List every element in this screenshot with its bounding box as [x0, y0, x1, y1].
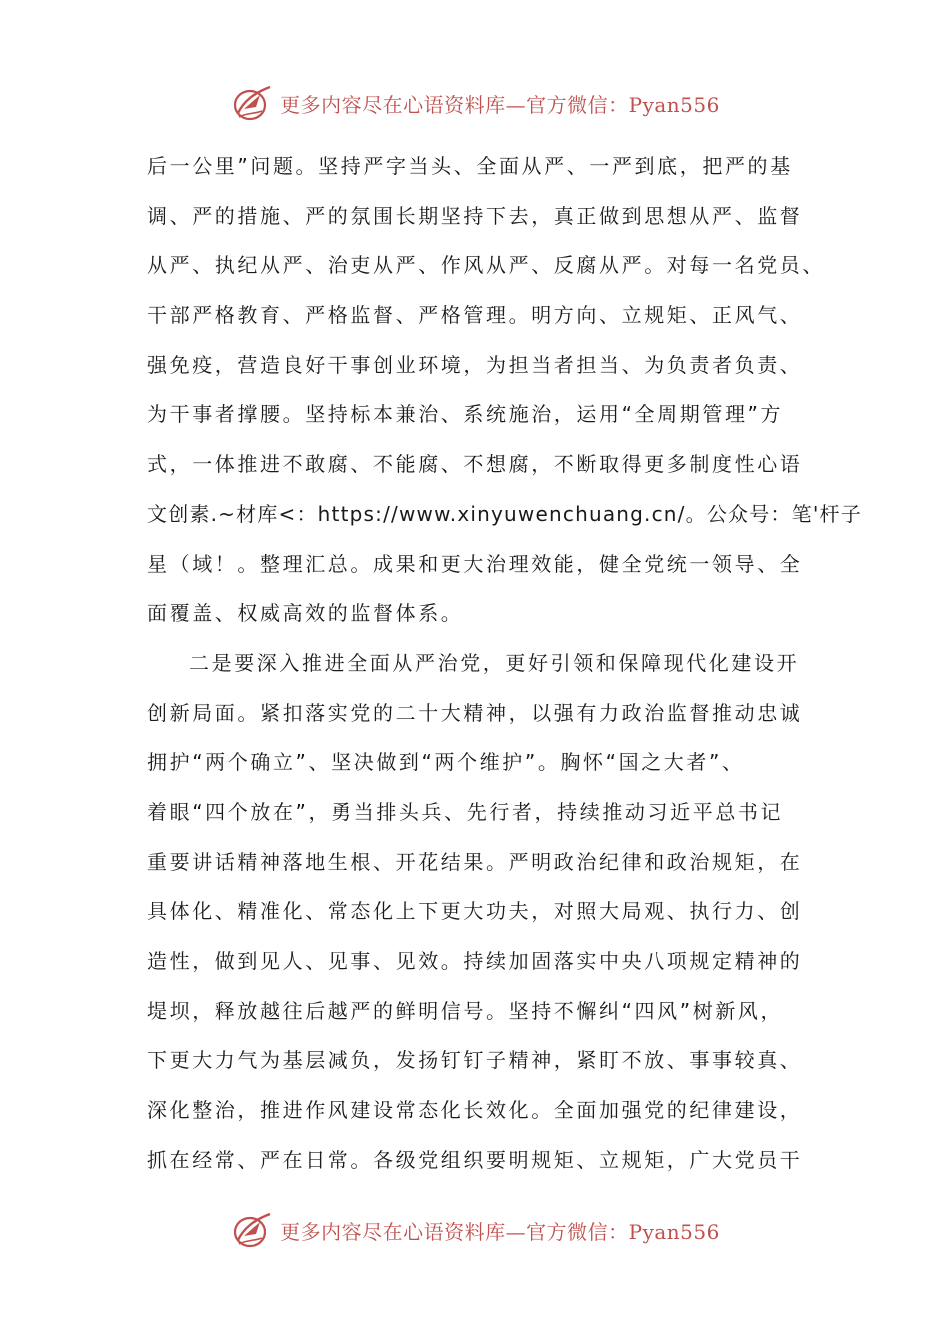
- pen-nib-logo-icon: [230, 1210, 274, 1250]
- header-banner-text: 更多内容尽在心语资料库—官方微信：Pyan556: [280, 92, 720, 117]
- text-line: 深化整治，推进作风建设常态化长效化。全面加强党的纪律建设，: [147, 1098, 803, 1123]
- text-line: 创新局面。紧扣落实党的二十大精神，以强有力政治监督推动忠诚: [147, 700, 803, 725]
- text-line: 堤坝，释放越往后越严的鲜明信号。坚持不懈纠“四风”树新风，: [147, 998, 784, 1023]
- text-line: 着眼“四个放在”，勇当排头兵、先行者，持续推动习近平总书记: [147, 799, 784, 824]
- text-line: 拥护“两个确立”、坚决做到“两个维护”。胸怀“国之大者”、: [147, 750, 745, 775]
- text-line: 为干事者撑腰。坚持标本兼治、系统施治，运用“全周期管理”方: [147, 402, 784, 427]
- pen-nib-logo-icon: [230, 83, 274, 123]
- text-line: 星（域！。整理汇总。成果和更大治理效能，健全党统一领导、全: [147, 551, 803, 576]
- text-line: 具体化、精准化、常态化上下更大功夫，对照大局观、执行力、创: [147, 899, 803, 924]
- text-line: 下更大力气为基层减负，发扬钉钉子精神，紧盯不放、事事较真、: [147, 1048, 803, 1073]
- text-line: 重要讲话精神落地生根、开花结果。严明政治纪律和政治规矩，在: [147, 849, 803, 874]
- text-line: 强免疫，营造良好干事创业环境，为担当者担当、为负责者负责、: [147, 352, 803, 377]
- header-banner: [0, 79, 950, 127]
- footer-banner: [0, 1206, 950, 1254]
- text-line: 文创素.~材库<：https://www.xinyuwenchuang.cn/。公众号：笔'杆子: [147, 501, 862, 526]
- text-line: 干部严格教育、严格监督、严格管理。明方向、立规矩、正风气、: [147, 303, 803, 328]
- text-line: 抓在经常、严在日常。各级党组织要明规矩、立规矩，广大党员干: [147, 1147, 803, 1172]
- document-body: [147, 142, 862, 1185]
- text-line: 面覆盖、权威高效的监督体系。: [147, 601, 464, 626]
- paragraph-start-line: 二是要深入推进全面从严治党，更好引领和保障现代化建设开: [189, 650, 800, 675]
- footer-banner-text: 更多内容尽在心语资料库—官方微信：Pyan556: [280, 1219, 720, 1244]
- text-line: 造性，做到见人、见事、见效。持续加固落实中央八项规定精神的: [147, 949, 803, 973]
- text-line: 式，一体推进不敢腐、不能腐、不想腐，不断取得更多制度性心语: [147, 452, 803, 477]
- text-line: 调、严的措施、严的氛围长期坚持下去，真正做到思想从严、监督: [147, 203, 803, 228]
- text-line: 从严、执纪从严、治吏从严、作风从严、反腐从严。对每一名党员、: [147, 253, 825, 278]
- text-line: 后一公里”问题。坚持严字当头、全面从严、一严到底，把严的基: [147, 154, 793, 178]
